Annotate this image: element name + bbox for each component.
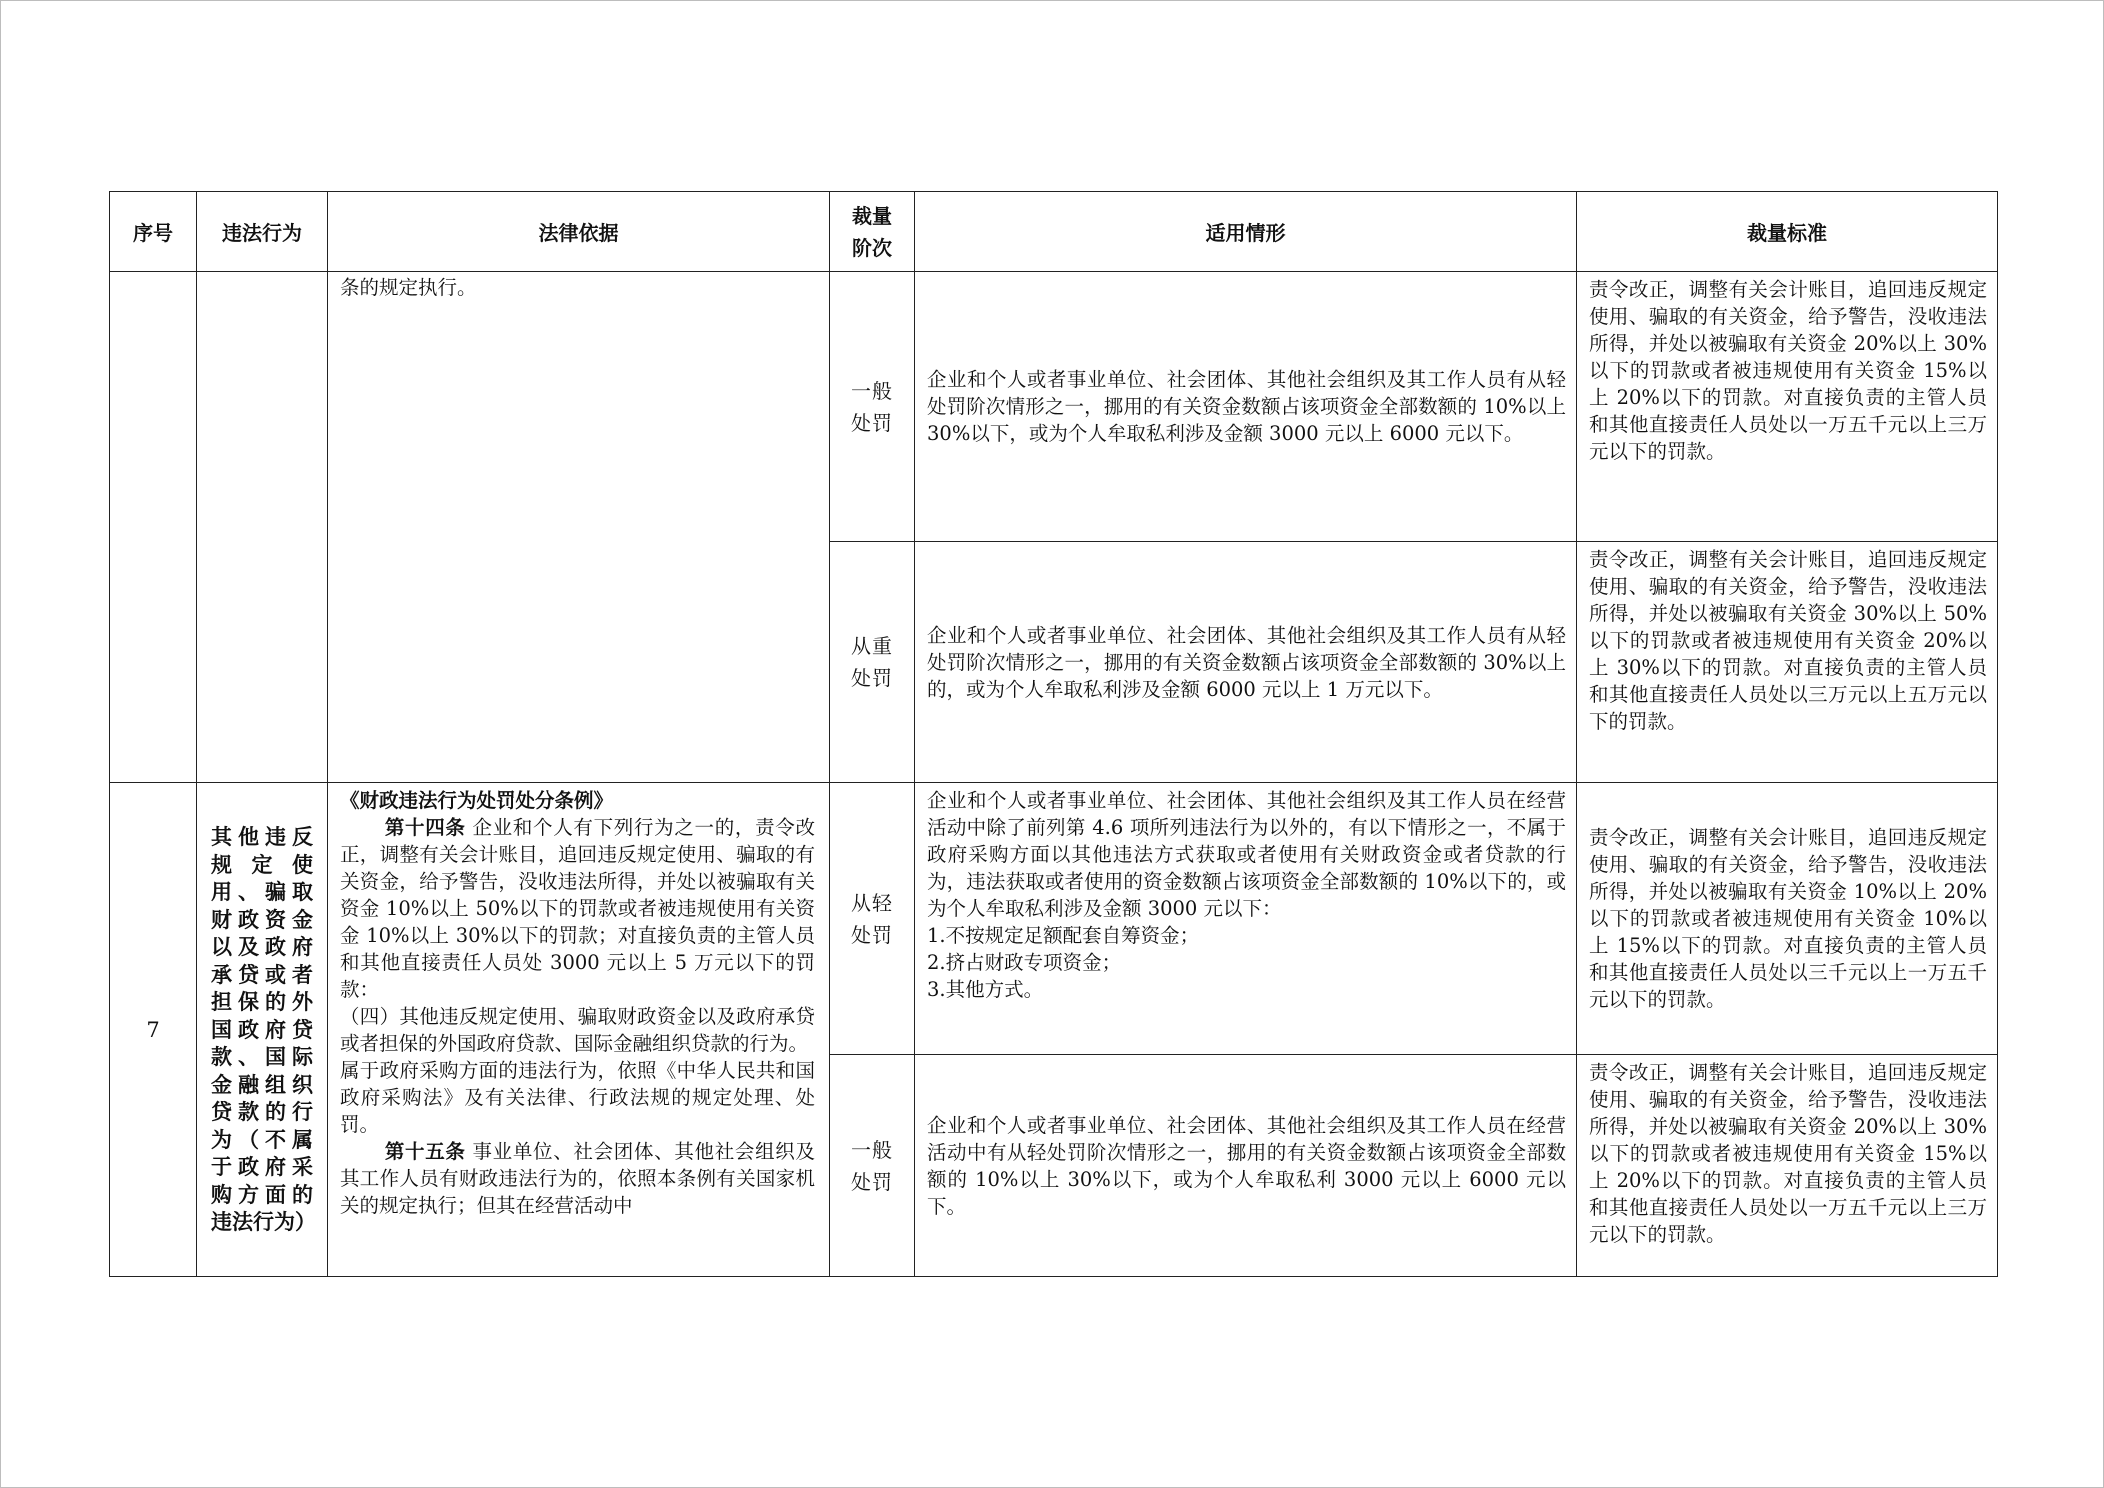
header-level xyxy=(830,192,915,272)
level-cell xyxy=(830,272,915,542)
basis-procurement-note: 属于政府采购方面的违法行为，依照《中华人民共和国政府采购法》及有关法律、行政法规的规定处理、处罚。 xyxy=(340,1059,815,1136)
situation-item: 2.挤占财政专项资金； xyxy=(927,951,1122,974)
situation-text: 企业和个人或者事业单位、社会团体、其他社会组织及其工作人员有从轻处罚阶次情形之一，挪用的有关资金数额占该项资金全部数额的 30%以上的，或为个人牟取私利涉及金额 6000 元以上 1 万元以下。 xyxy=(927,623,1566,701)
article-14-text: 企业和个人有下列行为之一的，责令改正，调整有关会计账目，追回违反规定使用、骗取的有关资金，给予警告，没收违法所得，并处以被骗取有关资金 10%以上 50%以下的罚款或者被违规使用有关资金 10%以上 30%以下的罚款；对直接负责的主管人员和其他直接责任人员处 3000 元以上 5 万元以下的罚款： xyxy=(340,816,815,1001)
standard-text: 责令改正，调整有关会计账目，追回违反规定使用、骗取的有关资金，给予警告，没收违法所得，并处以被骗取有关资金 20%以上 30%以下的罚款或者被违规使用有关资金 15%以上 20%以下的罚款。对直接负责的主管人员和其他直接责任人员处以一万五千元以上三万元以下的罚款。 xyxy=(1589,1061,1987,1246)
standard-cell xyxy=(1577,783,1998,1055)
situation-cell xyxy=(915,783,1577,1055)
standard-text: 责令改正，调整有关会计账目，追回违反规定使用、骗取的有关资金，给予警告，没收违法所得，并处以被骗取有关资金 30%以上 50%以下的罚款或者被违规使用有关资金 20%以上 30%以下的罚款。对直接负责的主管人员和其他直接责任人员处以三万元以上五万元以下的罚款。 xyxy=(1589,548,1987,733)
standard-cell xyxy=(1577,1055,1998,1277)
level-line1: 从轻 xyxy=(851,890,893,915)
header-basis: 法律依据 xyxy=(328,192,830,272)
header-seq: 序号 xyxy=(110,192,197,272)
situation-item: 3.其他方式。 xyxy=(927,978,1044,1001)
basis-article-14 xyxy=(340,814,815,1003)
article-15-label: 第十五条 xyxy=(384,1140,466,1163)
table-row xyxy=(110,272,1998,542)
header-standard: 裁量标准 xyxy=(1577,192,1998,272)
level-line2: 处罚 xyxy=(851,666,893,690)
basis-item-4: （四）其他违反规定使用、骗取财政资金以及政府承贷或者担保的外国政府贷款、国际金融组织贷款的行为。 xyxy=(340,1005,815,1055)
article-14-label: 第十四条 xyxy=(384,816,466,839)
seq-cell-continued xyxy=(110,272,197,783)
header-situation: 适用情形 xyxy=(915,192,1577,272)
header-act: 违法行为 xyxy=(197,192,328,272)
situation-text: 企业和个人或者事业单位、社会团体、其他社会组织及其工作人员有从轻处罚阶次情形之一，挪用的有关资金数额占该项资金全部数额的 10%以上 30%以下，或为个人牟取私利涉及金额 3000 元以上 6000 元以下。 xyxy=(927,368,1566,445)
header-level-line1: 裁量 xyxy=(852,203,892,228)
basis-continued-text: 条的规定执行。 xyxy=(340,276,477,299)
standard-cell xyxy=(1577,542,1998,783)
level-line2: 处罚 xyxy=(851,410,893,435)
table-row xyxy=(110,783,1998,1055)
discretion-standard-table xyxy=(109,191,1998,1277)
standard-text: 责令改正，调整有关会计账目，追回违反规定使用、骗取的有关资金，给予警告，没收违法所得，并处以被骗取有关资金 20%以上 30%以下的罚款或者被违规使用有关资金 15%以上 20%以下的罚款。对直接负责的主管人员和其他直接责任人员处以一万五千元以上三万元以下的罚款。 xyxy=(1589,278,1987,463)
header-row xyxy=(110,192,1998,272)
article-15-text: 事业单位、社会团体、其他社会组织及其工作人员有财政违法行为的，依照本条例有关国家机关的规定执行；但其在经营活动中 xyxy=(340,1140,815,1217)
level-cell xyxy=(830,783,915,1055)
level-line1: 从重 xyxy=(851,634,893,658)
seq-cell: 7 xyxy=(110,783,197,1277)
level-line2: 处罚 xyxy=(851,1169,893,1194)
level-cell xyxy=(830,542,915,783)
level-line2: 处罚 xyxy=(851,922,893,947)
level-cell xyxy=(830,1055,915,1277)
situation-cell xyxy=(915,542,1577,783)
situation-item: 1.不按规定足额配套自筹资金； xyxy=(927,924,1200,947)
level-line1: 一般 xyxy=(851,1137,893,1162)
situation-cell xyxy=(915,1055,1577,1277)
header-level-line2: 阶次 xyxy=(852,235,892,260)
basis-article-15 xyxy=(340,1138,815,1219)
level-line1: 一般 xyxy=(851,378,893,403)
situation-text: 企业和个人或者事业单位、社会团体、其他社会组织及其工作人员在经营活动中有从轻处罚阶次情形之一，挪用的有关资金数额占该项资金全部数额的 10%以上 30%以下，或为个人牟取私利 3000 元以上 6000 元以下。 xyxy=(927,1113,1566,1218)
basis-law-title: 《财政违法行为处罚处分条例》 xyxy=(340,789,614,812)
act-cell-continued xyxy=(197,272,328,783)
situation-cell xyxy=(915,272,1577,542)
act-cell: 其他违反规定使用、骗取财政资金以及政府承贷或者担保的外国政府贷款、国际金融组织贷款的行为（不属于政府采购方面的违法行为） xyxy=(197,783,328,1277)
situation-text: 企业和个人或者事业单位、社会团体、其他社会组织及其工作人员在经营活动中除了前列第 4.6 项所列违法行为以外的，有以下情形之一，不属于政府采购方面以其他违法方式获取或者使用有关财政资金或者贷款的行为，违法获取或者使用的资金数额占该项资金全部数额的 10%以下的，或为个人牟取私利涉及金额 3000 元以下： xyxy=(927,789,1566,920)
basis-cell-continued xyxy=(328,272,830,783)
basis-cell xyxy=(328,783,830,1277)
standard-cell xyxy=(1577,272,1998,542)
standard-text: 责令改正，调整有关会计账目，追回违反规定使用、骗取的有关资金，给予警告，没收违法所得，并处以被骗取有关资金 10%以上 20%以下的罚款或者被违规使用有关资金 10%以上 15%以下的罚款。对直接负责的主管人员和其他直接责任人员处以三千元以上一万五千元以下的罚款。 xyxy=(1589,826,1987,1011)
